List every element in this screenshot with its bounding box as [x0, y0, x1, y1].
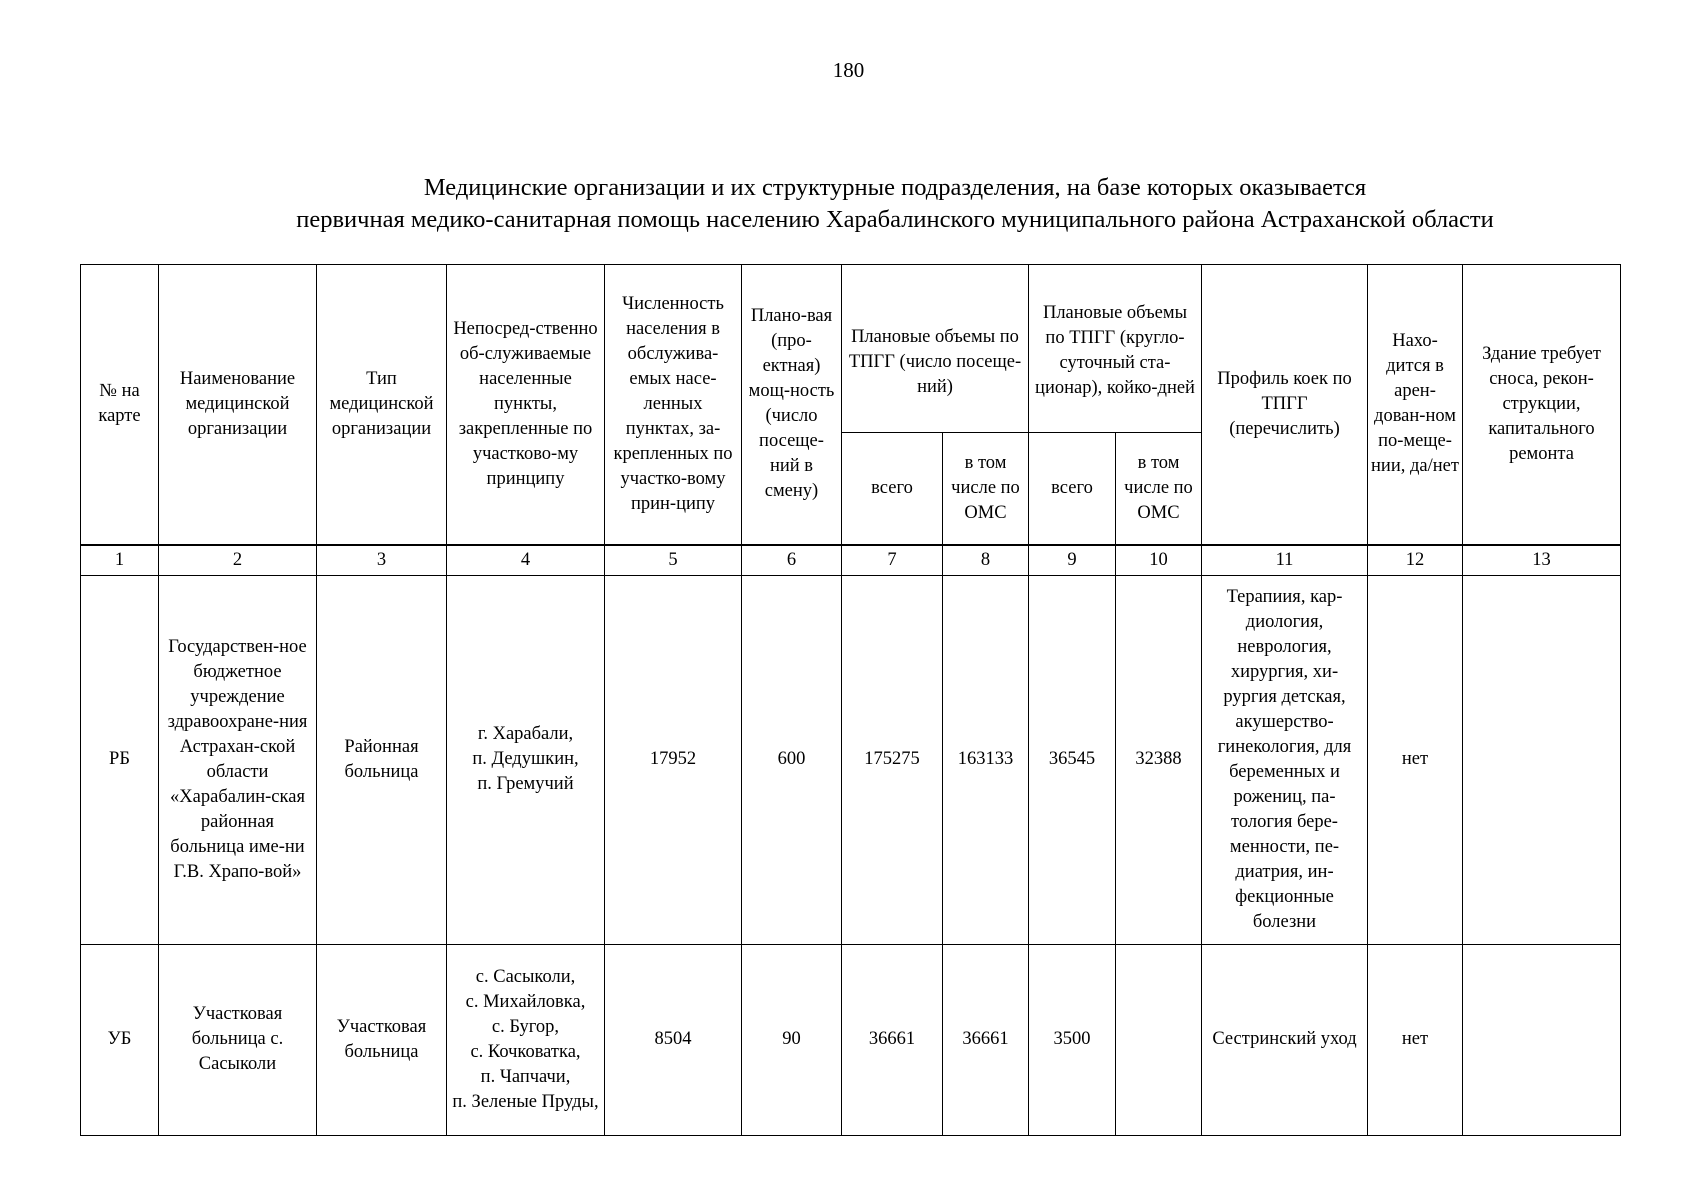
header-planned-visits: Плановые объемы по ТПГГ (число посеще-ний) [842, 265, 1029, 433]
table-row [81, 575, 1621, 944]
header-organization-name: Наименование медицинской организации [159, 265, 317, 545]
column-number: 4 [447, 545, 605, 576]
column-number: 8 [943, 545, 1029, 576]
subheader-bed-days-oms: в том числе по ОМС [1116, 433, 1202, 545]
cell-visits-total: 175275 [842, 575, 943, 944]
column-number: 1 [81, 545, 159, 576]
title-line-1: Медицинские организации и их структурные подразделения, на базе которых оказывается [423, 174, 1367, 201]
cell-bed-profile: Терапиия, кар-диология, неврология, хирургия, хи-рургия детская, акушерство-гинекология, для беременных и рожениц, па-тология бере-менности, пе-диатрия, ин-фекционные болезни [1202, 575, 1368, 944]
cell-rented: нет [1368, 944, 1463, 1135]
column-number: 3 [317, 545, 447, 576]
cell-capacity: 600 [742, 575, 842, 944]
medical-organizations-table [80, 264, 1621, 1136]
header-capacity: Плано-вая (про-ектная) мощ-ность (число посеще-ний в смену) [742, 265, 842, 545]
column-number: 9 [1029, 545, 1116, 576]
cell-population: 8504 [605, 944, 742, 1135]
cell-rented: нет [1368, 575, 1463, 944]
column-number: 2 [159, 545, 317, 576]
subheader-bed-days-total: всего [1029, 433, 1116, 545]
column-number: 6 [742, 545, 842, 576]
cell-capacity: 90 [742, 944, 842, 1135]
cell-needs-repair [1463, 575, 1621, 944]
column-number: 7 [842, 545, 943, 576]
header-bed-profile: Профиль коек по ТПГГ (перечислить) [1202, 265, 1368, 545]
cell-organization-type: Районная больница [317, 575, 447, 944]
header-needs-repair: Здание требует сноса, рекон-струкции, капитального ремонта [1463, 265, 1621, 545]
column-number: 5 [605, 545, 742, 576]
column-number: 12 [1368, 545, 1463, 576]
title-line-2: первичная медико-санитарная помощь населению Харабалинского муниципального района Астраханской области [296, 206, 1494, 233]
header-map-number: № на карте [81, 265, 159, 545]
header-population: Численность населения в обслужива-емых насе-ленных пунктах, за-крепленных по участко-вому прин-ципу [605, 265, 742, 545]
cell-bed-days-total: 3500 [1029, 944, 1116, 1135]
column-number: 11 [1202, 545, 1368, 576]
cell-bed-days-total: 36545 [1029, 575, 1116, 944]
cell-map-number: РБ [81, 575, 159, 944]
subheader-visits-total: всего [842, 433, 943, 545]
cell-settlements: с. Сасыколи, с. Михайловка, с. Бугор, с. Кочковатка, п. Чапчачи, п. Зеленые Пруды, [447, 944, 605, 1135]
cell-needs-repair [1463, 944, 1621, 1135]
header-organization-type: Тип медицинской организации [317, 265, 447, 545]
cell-bed-profile: Сестринский уход [1202, 944, 1368, 1135]
cell-organization-name: Участковая больница с. Сасыколи [159, 944, 317, 1135]
cell-visits-oms: 36661 [943, 944, 1029, 1135]
cell-organization-type: Участковая больница [317, 944, 447, 1135]
cell-organization-name: Государствен-ное бюджетное учреждение здравоохране-ния Астрахан-ской области «Харабалин-ская районная больница име-ни Г.В. Храпо-вой» [159, 575, 317, 944]
column-number: 10 [1116, 545, 1202, 576]
header-rented: Нахо-дится в арен-дован-ном по-меще-нии, да/нет [1368, 265, 1463, 545]
page-number: 180 [832, 58, 865, 82]
cell-bed-days-oms [1116, 944, 1202, 1135]
cell-bed-days-oms: 32388 [1116, 575, 1202, 944]
subheader-visits-oms: в том числе по ОМС [943, 433, 1029, 545]
cell-settlements: г. Харабали, п. Дедушкин, п. Гремучий [447, 575, 605, 944]
table-row [81, 944, 1621, 1135]
header-settlements: Непосред-ственно об-служиваемые населенные пункты, закрепленные по участково-му принципу [447, 265, 605, 545]
column-number-row [81, 545, 1621, 576]
header-planned-bed-days: Плановые объемы по ТПГГ (кругло-суточный ста-ционар), койко-дней [1029, 265, 1202, 433]
document-title [100, 172, 1690, 236]
column-number: 13 [1463, 545, 1621, 576]
cell-map-number: УБ [81, 944, 159, 1135]
cell-visits-oms: 163133 [943, 575, 1029, 944]
cell-visits-total: 36661 [842, 944, 943, 1135]
cell-population: 17952 [605, 575, 742, 944]
